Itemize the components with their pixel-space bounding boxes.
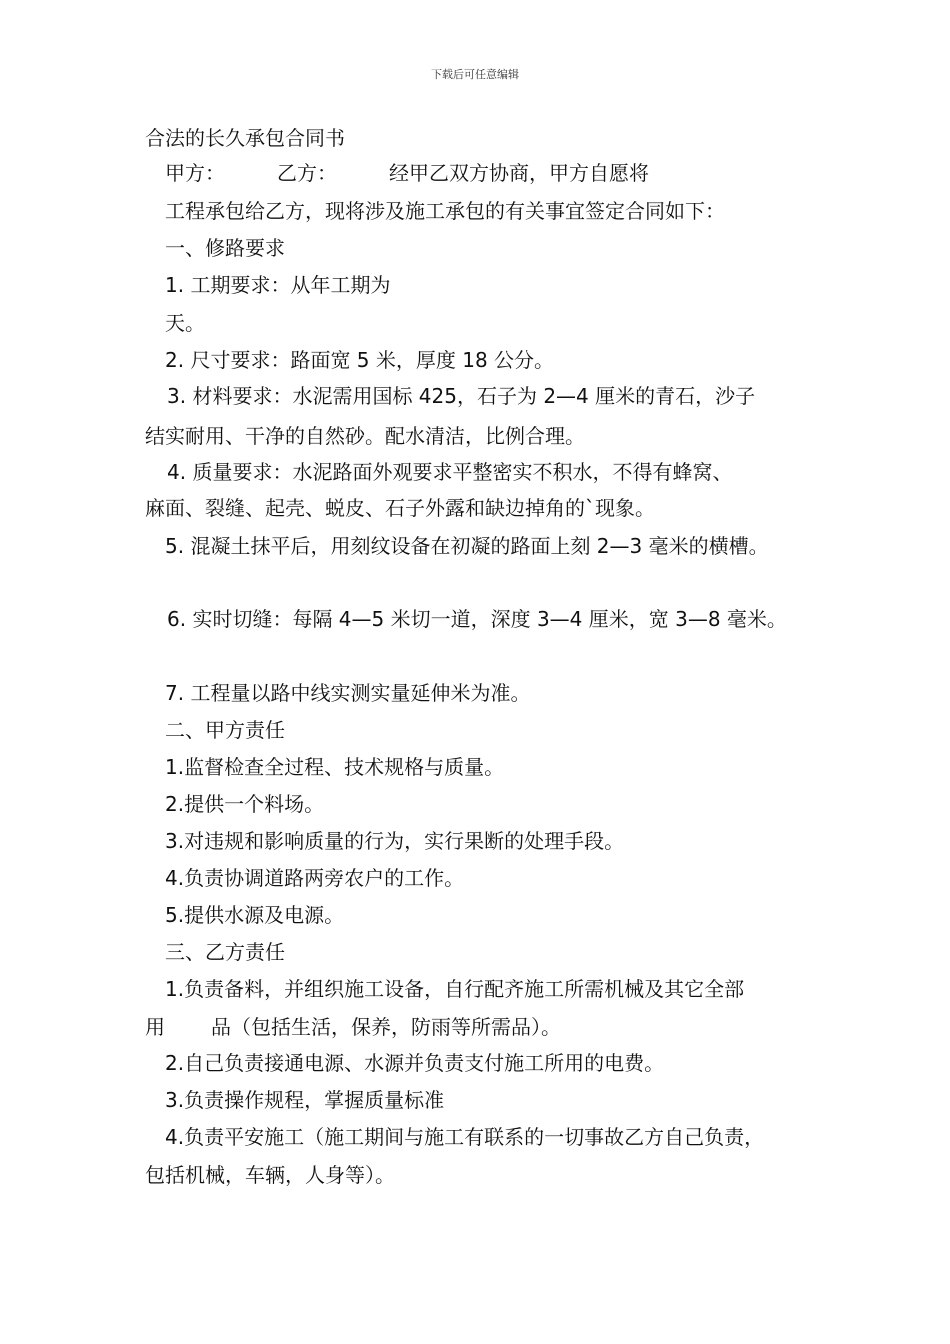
section1-item1: 1. 工期要求：从年工期为 xyxy=(165,273,391,297)
section2-item3: 3.对违规和影响质量的行为，实行果断的处理手段。 xyxy=(165,829,625,853)
section3-item3: 3.负责操作规程，掌握质量标准 xyxy=(165,1088,445,1112)
section3-item4: 4.负责平安施工（施工期间与施工有联系的一切事故乙方自己负责， xyxy=(165,1125,765,1149)
section2-heading: 二、甲方责任 xyxy=(165,718,285,742)
section1-item2: 2. 尺寸要求：路面宽 5 米，厚度 18 公分。 xyxy=(165,348,555,372)
section1-item5: 5. 混凝土抹平后，用刻纹设备在初凝的路面上刻 2—3 毫米的横槽。 xyxy=(165,534,769,558)
section2-item4: 4.负责协调道路两旁农户的工作。 xyxy=(165,866,465,890)
section1-item1-cont: 天。 xyxy=(165,311,205,335)
section3-item4-cont: 包括机械，车辆，人身等）。 xyxy=(145,1163,395,1187)
page-header: 下载后可任意编辑 xyxy=(431,68,519,81)
party-a-label: 甲方： xyxy=(165,161,225,185)
section1-item6: 6. 实时切缝：每隔 4—5 米切一道，深度 3—4 厘米，宽 3—8 毫米。 xyxy=(167,607,787,631)
section2-item2: 2.提供一个料场。 xyxy=(165,792,325,816)
party-b-label: 乙方： xyxy=(277,161,337,185)
section3-heading: 三、乙方责任 xyxy=(165,940,285,964)
section2-item5: 5.提供水源及电源。 xyxy=(165,903,345,927)
parties-line xyxy=(165,161,649,185)
intro-text: 经甲乙双方协商，甲方自愿将 xyxy=(389,161,649,185)
section1-item3: 3. 材料要求：水泥需用国标 425，石子为 2—4 厘米的青石，沙子 xyxy=(167,384,756,408)
section3-item2: 2.自己负责接通电源、水源并负责支付施工所用的电费。 xyxy=(165,1051,665,1075)
section1-item7: 7. 工程量以路中线实测实量延伸米为准。 xyxy=(165,681,531,705)
section1-item3-cont: 结实耐用、干净的自然砂。配水清洁，比例合理。 xyxy=(145,424,585,448)
section2-item1: 1.监督检查全过程、技术规格与质量。 xyxy=(165,755,505,779)
section1-item4-cont: 麻面、裂缝、起壳、蜕皮、石子外露和缺边掉角的`现象。 xyxy=(145,496,655,520)
section3-item1-cont-b: 品（包括生活，保养，防雨等所需品）。 xyxy=(211,1015,561,1039)
section3-item1-cont xyxy=(145,1015,561,1039)
section3-item1-cont-a: 用 xyxy=(145,1015,165,1039)
intro-line: 工程承包给乙方，现将涉及施工承包的有关事宜签定合同如下： xyxy=(165,199,725,223)
section1-item4: 4. 质量要求：水泥路面外观要求平整密实不积水，不得有蜂窝、 xyxy=(167,460,733,484)
document-title: 合法的长久承包合同书 xyxy=(145,126,345,150)
section1-heading: 一、修路要求 xyxy=(165,236,285,260)
section3-item1: 1.负责备料，并组织施工设备，自行配齐施工所需机械及其它全部 xyxy=(165,977,745,1001)
